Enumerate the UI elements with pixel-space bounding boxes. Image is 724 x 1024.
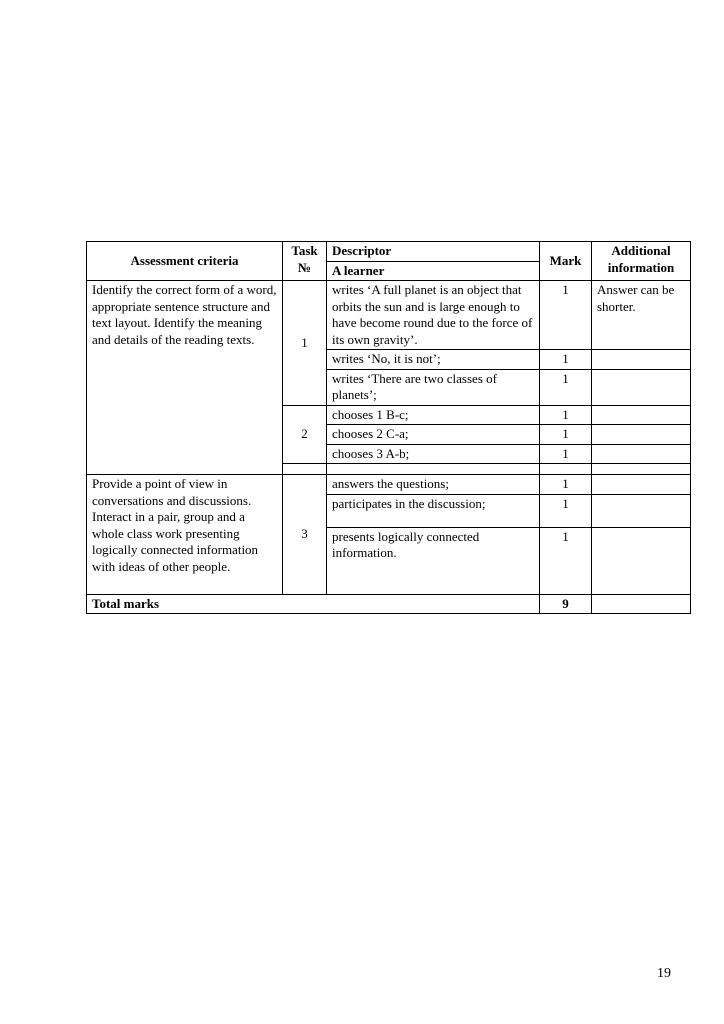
gap-cell xyxy=(592,464,691,475)
header-mark: Mark xyxy=(540,242,592,281)
additional-info-cell xyxy=(592,475,691,495)
task-number-2: 2 xyxy=(283,405,327,464)
mark-cell: 1 xyxy=(540,494,592,527)
assessment-table xyxy=(86,241,691,614)
descriptor-cell: answers the questions; xyxy=(327,475,540,495)
additional-info-cell xyxy=(592,425,691,445)
mark-cell: 1 xyxy=(540,475,592,495)
task-number-1: 1 xyxy=(283,281,327,406)
header-descriptor: Descriptor xyxy=(327,242,540,262)
descriptor-cell: chooses 3 A-b; xyxy=(327,444,540,464)
descriptor-cell: participates in the discussion; xyxy=(327,494,540,527)
total-additional-cell xyxy=(592,594,691,614)
header-additional-line1: Additional xyxy=(611,243,671,258)
descriptor-cell: chooses 1 B-c; xyxy=(327,405,540,425)
header-task xyxy=(283,242,327,281)
mark-cell: 1 xyxy=(540,281,592,350)
page-number: 19 xyxy=(657,966,671,981)
header-row-1 xyxy=(87,242,691,262)
descriptor-cell: writes ‘There are two classes of planets’; xyxy=(327,369,540,405)
mark-cell: 1 xyxy=(540,405,592,425)
additional-info-cell: Answer can be shorter. xyxy=(592,281,691,350)
gap-cell xyxy=(327,464,540,475)
criteria-cell-1: Identify the correct form of a word, appropriate sentence structure and text layout. Identify the meaning and details of the reading texts. xyxy=(87,281,283,475)
additional-info-cell xyxy=(592,369,691,405)
descriptor-cell: writes ‘No, it is not’; xyxy=(327,350,540,370)
additional-info-cell xyxy=(592,350,691,370)
descriptor-cell: chooses 2 C-a; xyxy=(327,425,540,445)
mark-cell: 1 xyxy=(540,369,592,405)
table-row xyxy=(87,475,691,495)
total-label: Total marks xyxy=(87,594,540,614)
header-additional xyxy=(592,242,691,281)
total-row xyxy=(87,594,691,614)
descriptor-cell: presents logically connected information. xyxy=(327,527,540,594)
header-criteria: Assessment criteria xyxy=(87,242,283,281)
criteria-cell-2: Provide a point of view in conversations and discussions. Interact in a pair, group and a whole class work presenting logically connected information with ideas of other people. xyxy=(87,475,283,595)
header-additional-line2: information xyxy=(607,259,675,275)
gap-cell xyxy=(540,464,592,475)
header-task-line1: Task xyxy=(291,243,318,258)
header-learner: A learner xyxy=(327,261,540,281)
total-mark: 9 xyxy=(540,594,592,614)
descriptor-cell: writes ‘A full planet is an object that orbits the sun and is large enough to have become round due to the force of its own gravity’. xyxy=(327,281,540,350)
additional-info-cell xyxy=(592,527,691,594)
mark-cell: 1 xyxy=(540,425,592,445)
gap-cell xyxy=(283,464,327,475)
mark-cell: 1 xyxy=(540,527,592,594)
additional-info-cell xyxy=(592,405,691,425)
mark-cell: 1 xyxy=(540,444,592,464)
mark-cell: 1 xyxy=(540,350,592,370)
additional-info-cell xyxy=(592,444,691,464)
header-task-line2: № xyxy=(297,259,312,275)
task-number-3: 3 xyxy=(283,475,327,595)
table-row xyxy=(87,281,691,350)
additional-info-cell xyxy=(592,494,691,527)
